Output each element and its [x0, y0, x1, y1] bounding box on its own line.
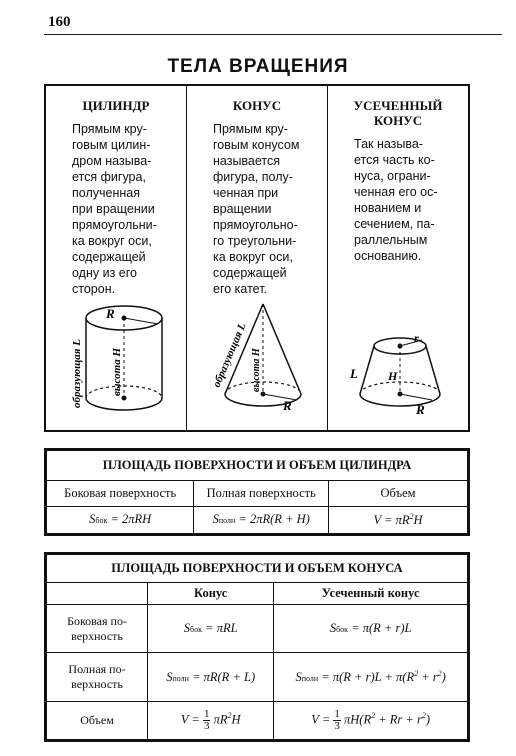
cylinder-generatrix-label: образующая L: [71, 339, 83, 408]
header-rule: [44, 34, 502, 35]
page-number: 160: [48, 14, 71, 30]
cone-generatrix-label: образующая L: [210, 321, 249, 390]
bodies-of-revolution-box: [44, 84, 470, 432]
cylinder-formulas-table: [44, 448, 470, 536]
frustum-heading-text: УСЕЧЕННЫЙ КОНУС: [353, 98, 443, 128]
frustum-bottom-radius-label: R: [416, 402, 425, 417]
cone-figure: [187, 290, 327, 430]
row-label-total: Полная по- верхность: [47, 653, 148, 701]
cylinder-heading: ЦИЛИНДР: [82, 98, 150, 113]
cylinder-radius-label: R: [106, 306, 115, 321]
cone-header-cone: Конус: [148, 583, 274, 605]
cylinder-header-lateral: Боковая поверхность: [47, 481, 194, 507]
frustum-definition: Так называ- ется часть ко- нуса, ограни- ченная его ос- нованием и сечением, па- раллельным основанию.: [354, 137, 438, 263]
cone-heading: КОНУС: [232, 98, 282, 113]
frustum-figure: [328, 290, 468, 430]
frustum-column: [328, 86, 468, 430]
frustum-height-label: H: [388, 369, 398, 383]
cone-header-frustum: Усеченный конус: [274, 583, 468, 605]
cone-volume-formula: V = $\frac{1}{3}$ $\pi R^2H$: [148, 701, 274, 739]
cone-formulas-table: [44, 552, 470, 742]
frustum-total-formula: Sполн = $\pi(R + r)L + \pi(R^2 + r^2)$: [274, 653, 468, 701]
row-label-lateral: Боковая по- верхность: [47, 605, 148, 653]
frustum-lateral-formula: Sбок = π(R + r)L: [274, 605, 468, 653]
cylinder-column: [46, 86, 187, 430]
frustum-top-radius-label: r: [414, 331, 419, 345]
cylinder-table-title: ПЛОЩАДЬ ПОВЕРХНОСТИ И ОБЪЕМ ЦИЛИНДРА: [47, 451, 468, 481]
cylinder-header-total: Полная поверхность: [194, 481, 329, 507]
frustum-generatrix-label: L: [350, 366, 358, 381]
cylinder-figure: [46, 290, 186, 430]
page-title: ТЕЛА ВРАЩЕНИЯ: [167, 56, 349, 77]
cone-total-formula: Sполн = πR(R + L): [148, 653, 274, 701]
cone-lateral-formula: Sбок = πRL: [148, 605, 274, 653]
cone-height-label: высота H: [251, 348, 262, 392]
cylinder-definition: Прямым кру- говым цилин- дром называ- ется фигура, полученная при вращении прямоугольни- ка вокруг оси, содержащей одну из его сторон.: [72, 122, 157, 296]
frustum-heading: [328, 98, 468, 128]
cylinder-lateral-formula: Sбок = 2πRH: [47, 506, 194, 533]
frustum-volume-formula: V = $\frac{1}{3}$ $\pi H(R^2 + Rr + r^2)$: [274, 701, 468, 739]
cone-radius-label: R: [283, 398, 292, 413]
cylinder-height-label: высота H: [111, 347, 123, 396]
cone-definition: Прямым кру- говым конусом называется фигура, полу- ченная при вращении прямоугольно- го треугольни- ка вокруг оси, содержащей его катет.: [213, 122, 300, 296]
cone-column: [187, 86, 328, 430]
cylinder-total-formula: Sполн = 2πR(R + H): [194, 506, 329, 533]
cylinder-header-volume: Объем: [329, 481, 468, 507]
cone-table-corner: [47, 583, 148, 605]
cone-table-title: ПЛОЩАДЬ ПОВЕРХНОСТИ И ОБЪЕМ КОНУСА: [47, 555, 468, 583]
row-label-volume: Объем: [47, 701, 148, 739]
cylinder-volume-formula: $V = \pi R^2H$: [329, 506, 468, 533]
